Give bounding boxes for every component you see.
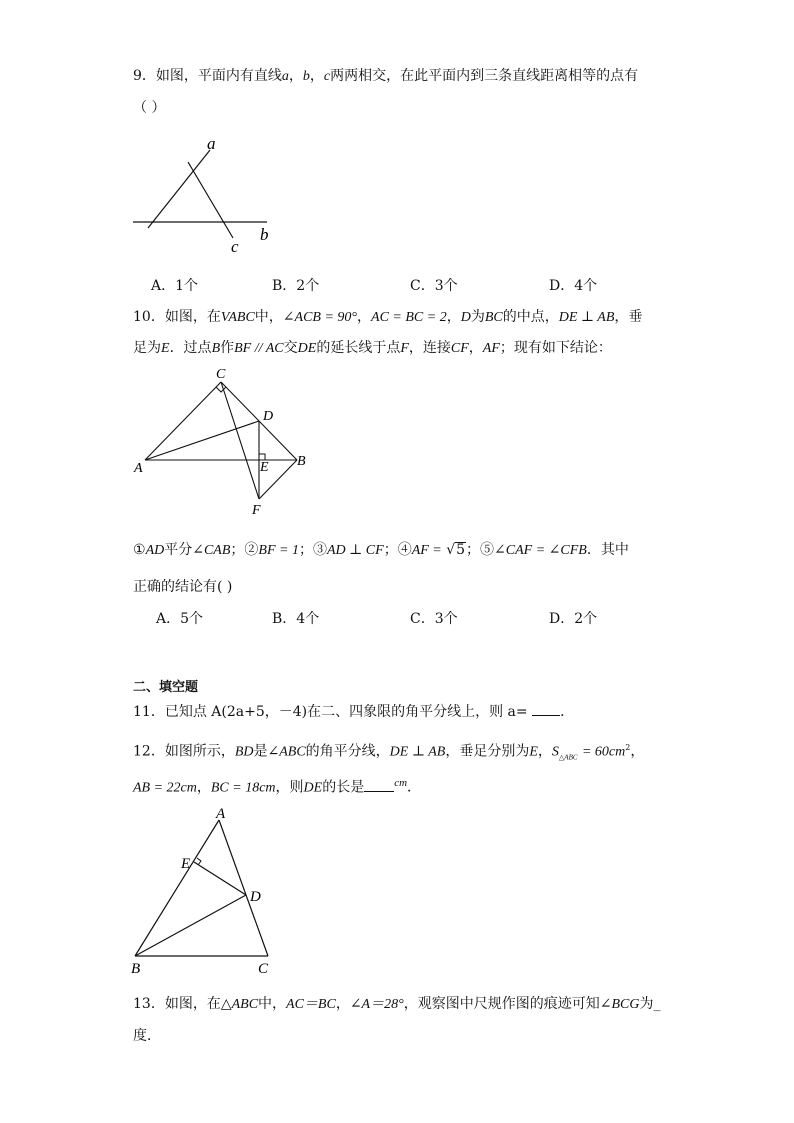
- q12-seg-bd: [135, 895, 246, 956]
- q12-seg-de: [194, 862, 246, 895]
- q10-option-c[interactable]: C．3个: [410, 611, 458, 627]
- q10-sqrt-radicand: 5: [456, 542, 466, 558]
- q9-line-c: [188, 162, 233, 238]
- q10-option-b[interactable]: B．4个: [272, 611, 320, 627]
- q9-var-c: c: [323, 69, 331, 84]
- q10-stem-line1: 10．如图，在VABC中，∠ACB = 90°，AC = BC = 2，D为BC的中点，DE ⊥ AB，垂: [133, 309, 643, 325]
- q9-answer-paren: （ ）: [133, 100, 166, 116]
- q10-option-d[interactable]: D．2个: [549, 611, 598, 627]
- q13-answer-blank[interactable]: _: [653, 996, 661, 1012]
- q9-option-b[interactable]: B．2个: [272, 278, 320, 294]
- q10-conclusions: ①AD平分∠CAB；②BF = 1；③AD ⊥ CF；④AF = √5；⑤∠CAF = ∠CFB．其中: [133, 542, 629, 558]
- q10-label-b: B: [297, 454, 306, 469]
- q9-var-b: b: [302, 69, 310, 84]
- q10-label-c: C: [216, 367, 226, 382]
- q9-option-a[interactable]: A．1个: [151, 278, 199, 294]
- q9-text: 如图，平面内有直线: [155, 68, 282, 84]
- q12-label-b: B: [131, 961, 141, 977]
- q10-figure: [125, 362, 325, 522]
- q11-number: 11．: [133, 704, 165, 720]
- q13-number: 13．: [133, 996, 165, 1012]
- q9-number: 9．: [133, 68, 156, 84]
- q12-number: 12．: [133, 743, 165, 760]
- q12-figure: [125, 800, 285, 980]
- q10-option-a[interactable]: A．5个: [156, 611, 204, 627]
- q12-label-a: A: [216, 806, 226, 822]
- q10-seg-ac: [145, 382, 221, 460]
- q9-text-2: 两两相交，在此平面内到三条直线距离相等的点有: [330, 68, 639, 84]
- q12-answer-blank[interactable]: [364, 777, 394, 792]
- q9-var-a: a: [281, 69, 289, 84]
- q12-label-d: D: [250, 889, 261, 905]
- q10-seg-ad: [145, 421, 259, 460]
- q12-seg-ab: [135, 820, 219, 956]
- q10-stem-line2: 足为E．过点B作BF // AC交DE的延长线于点F，连接CF，AF；现有如下结论：: [133, 340, 612, 356]
- q9-option-d[interactable]: D．4个: [549, 278, 598, 294]
- q10-label-e: E: [260, 460, 269, 475]
- q10-number: 10．: [133, 309, 165, 325]
- q9-option-c[interactable]: C．3个: [410, 278, 458, 294]
- q9-label-a: a: [207, 134, 216, 153]
- q12-stem-line2: AB = 22cm，BC = 18cm，则DE的长是 $^{cm}$．: [133, 777, 422, 796]
- q13-stem-line2: 度．: [133, 1028, 161, 1044]
- q12-label-e: E: [181, 856, 191, 872]
- q9-label-b: b: [260, 225, 269, 244]
- q12-label-c: C: [258, 961, 269, 977]
- q10-prompt: 正确的结论有( ): [133, 579, 233, 595]
- q12-seg-ac: [219, 820, 268, 956]
- q10-seg-cf: [221, 382, 259, 499]
- section-title: 二、填空题: [133, 680, 199, 695]
- q11-answer-blank[interactable]: [532, 701, 560, 716]
- q9-line-a: [148, 150, 210, 228]
- q12-stem-line1: 12．如图所示，BD是∠ABC的角平分线，DE ⊥ AB，垂足分别为E，$S_{\triangle ABC} = 60cm^2$，: [133, 743, 645, 762]
- q11-stem: 11．已知点 A(2a+5，－4)在二、四象限的角平分线上，则 a= ．: [133, 701, 574, 722]
- q10-label-d: D: [263, 409, 274, 424]
- q9-figure: [125, 132, 285, 257]
- q10-label-f: F: [252, 503, 261, 518]
- q9-label-c: c: [231, 237, 239, 256]
- q9-stem-line1: 9．如图，平面内有直线a，b，c两两相交，在此平面内到三条直线距离相等的点有: [133, 68, 639, 84]
- q13-stem-line1: 13．如图，在△ABC中，AC＝BC，∠A＝28°，观察图中尺规作图的痕迹可知∠BCG为_: [133, 996, 661, 1012]
- q10-label-a: A: [134, 461, 143, 476]
